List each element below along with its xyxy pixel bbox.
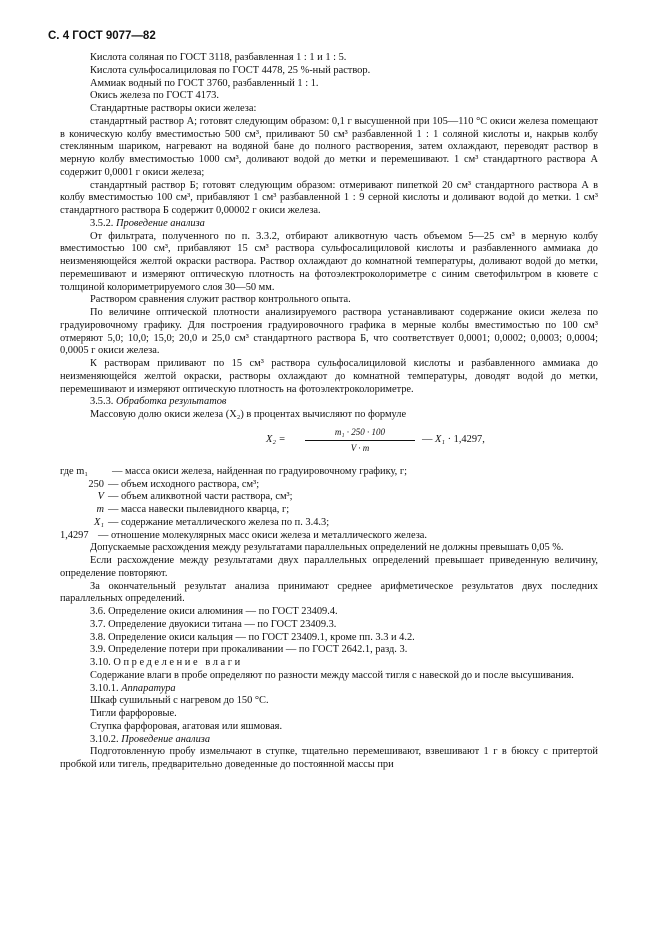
formula-fraction	[305, 426, 415, 455]
paragraph: 3.7. Определение двуокиси титана — по ГОСТ 23409.3.	[90, 618, 337, 630]
formula-rest: · 1,4297,	[447, 433, 485, 445]
paragraph: 3.9. Определение потери при прокаливании — по ГОСТ 2642.1, разд. 3.	[90, 644, 408, 656]
definition-row	[60, 491, 598, 504]
paragraph: Массовую долю окиси железа (X₂) в процентах вычисляют по формуле	[90, 409, 407, 420]
paragraph: За окончательный результат анализа принимают среднее арифметическое результатов двух последних параллельных определений.	[60, 580, 598, 605]
definition-text: — масса окиси железа, найденная по градуировочному графику, г;	[112, 465, 408, 477]
section-number: 3.5.3.	[90, 396, 114, 408]
paragraph: 3.6. Определение окиси алюминия — по ГОСТ 23409.4.	[90, 606, 338, 617]
section-heading-3-10-1	[60, 683, 598, 696]
definition-row	[60, 530, 598, 543]
paragraph: Раствором сравнения служит раствор контрольного опыта.	[90, 294, 351, 306]
paragraph: Стандартные растворы окиси железа:	[90, 103, 257, 114]
paragraph: Допускаемые расхождения между результатами параллельных определений не должны превышать 0,05 %.	[90, 542, 564, 554]
paragraph: По величине оптической плотности анализируемого раствора устанавливают содержание окиси железа по градуировочному графику. Для построения градуировочного графика в мерные колбы вместимостью по 100 см³ отмеряют 5,0; 10,0; 15,0; 20,0 и 25,0 см³ стандартного раствора Б, что соответствует 0,0001; 0,0002; 0,0003; 0,0004; 0,0005 г окиси железа.	[60, 307, 598, 357]
paragraph: Содержание влаги в пробе определяют по разности между массой тигля с навеской до и после высушивания.	[90, 669, 574, 681]
definition-text: — объем исходного раствора, см³;	[108, 478, 260, 490]
paragraph: Шкаф сушильный с нагревом до 150 °С.	[90, 695, 269, 707]
definition-row	[60, 466, 598, 479]
formula-denominator: V · m	[350, 442, 370, 453]
section-number: 3.10.	[90, 657, 111, 668]
section-number: 3.10.1.	[90, 682, 119, 694]
document-body	[60, 52, 598, 772]
definition-row	[60, 517, 598, 530]
section-heading-3-5-3	[60, 396, 598, 409]
section-title: Определение влаги	[113, 657, 243, 668]
formula-x1: X₁	[435, 433, 445, 445]
section-heading-3-10-2	[60, 734, 598, 747]
section-heading-3-10	[60, 657, 598, 670]
paragraph: Если расхождение между результатами двух параллельных определений превышает приведенную величину, определение повторяют.	[60, 555, 598, 579]
definition-row	[60, 504, 598, 517]
section-number: 3.5.2.	[90, 217, 114, 229]
definition-text: — отношение молекулярных масс окиси железа и металлического железа.	[98, 529, 428, 541]
definition-symbol: где m₁	[60, 465, 88, 477]
paragraph: Аммиак водный по ГОСТ 3760, разбавленный 1 : 1.	[90, 77, 319, 89]
formula-rhs	[422, 434, 485, 447]
formula-minus: —	[422, 433, 433, 445]
paragraph: Тигли фарфоровые.	[90, 708, 177, 719]
paragraph: Кислота сульфосалициловая по ГОСТ 4478, 25 %-ный раствор.	[90, 64, 371, 76]
formula-numerator: m₁ · 250 · 100	[305, 426, 415, 441]
section-title: Проведение анализа	[116, 217, 205, 229]
definition-symbol: V	[97, 491, 104, 503]
paragraph: 3.8. Определение окиси кальция — по ГОСТ 23409.1, кроме пп. 3.3 и 4.2.	[90, 631, 415, 643]
formula-lhs: X₂ =	[266, 433, 286, 445]
paragraph: Кислота соляная по ГОСТ 3118, разбавленная 1 : 1 и 1 : 5.	[90, 52, 347, 63]
definition-text: — объем аликвотной части раствора, см³;	[108, 491, 293, 503]
definition-text: — содержание металлического железа по п. 3.4.3;	[108, 516, 330, 528]
paragraph: К растворам приливают по 15 см³ раствора сульфосалициловой кислоты и разбавленного аммиака до неизменяющейся желтой окраски, растворы охлаждают до комнатной температуры, доводят водой до метки, перемешивают и измеряют оптическую плотность на фотоэлектроколориметре.	[60, 358, 598, 395]
section-title: Аппаратура	[121, 682, 176, 694]
paragraph: Подготовленную пробу измельчают в ступке, тщательно перемешивают, взвешивают 1 г в бюксу с притертой пробкой или тигель, предварительно доведенные до постоянной массы при	[60, 746, 598, 770]
paragraph: стандартный раствор А; готовят следующим образом: 0,1 г высушенной при 105—110 °С окиси железа помещают в коническую колбу вместимостью 500 см³, приливают 50 см³ разбавленной 1 : 1 соляной кислоты и, накрыв колбу стеклянным шариком, нагревают на водяной бане до полного растворения, затем охлаждают, переводят раствор в мерную колбу вместимостью 1000 см³, доливают водой до метки и перемешивают. 1 см³ стандартного раствора А содержит 0,0001 г окиси железа;	[60, 115, 598, 178]
section-number: 3.10.2.	[90, 733, 119, 745]
paragraph: От фильтрата, полученного по п. 3.3.2, отбирают аликвотную часть объемом 5—25 см³ в мерную колбу вместимостью 100 см³, прибавляют 15 см³ раствора сульфосалициловой кислоты и разбавленного аммиака до неизменяющейся желтой окраски раствора. Раствор охлаждают до комнатной температуры, доливают водой до метки, перемешивают и измеряют оптическую плотность на фотоэлектроколориметре с синим светофильтром в кювете с толщиной колориметрируемого слоя 30—50 мм.	[60, 230, 598, 293]
variable-definitions	[60, 466, 598, 543]
paragraph: стандартный раствор Б; готовят следующим образом: отмеривают пипеткой 20 см³ стандартного раствора А в колбу вместимостью 100 см³, прибавляют 1 см³ разбавленной 1 : 9 серной кислоты и доливают водой до метки. 1 см³ стандартного раствора Б содержит 0,00002 г окиси железа.	[60, 179, 598, 216]
formula	[60, 422, 598, 466]
paragraph: Окись железа по ГОСТ 4173.	[90, 90, 219, 102]
section-heading-3-5-2	[60, 218, 598, 231]
definition-symbol: 1,4297	[60, 529, 89, 541]
definition-symbol: 250	[88, 478, 104, 490]
page-header: С. 4 ГОСТ 9077—82	[48, 30, 156, 42]
section-title: Обработка результатов	[116, 396, 227, 408]
definition-row	[60, 479, 598, 492]
definition-symbol: X₁	[94, 516, 104, 528]
section-title: Проведение анализа	[121, 733, 211, 745]
definition-text: — масса навески пылевидного кварца, г;	[108, 504, 290, 515]
paragraph: Ступка фарфоровая, агатовая или яшмовая.	[90, 720, 283, 732]
definition-symbol: m	[96, 504, 104, 515]
